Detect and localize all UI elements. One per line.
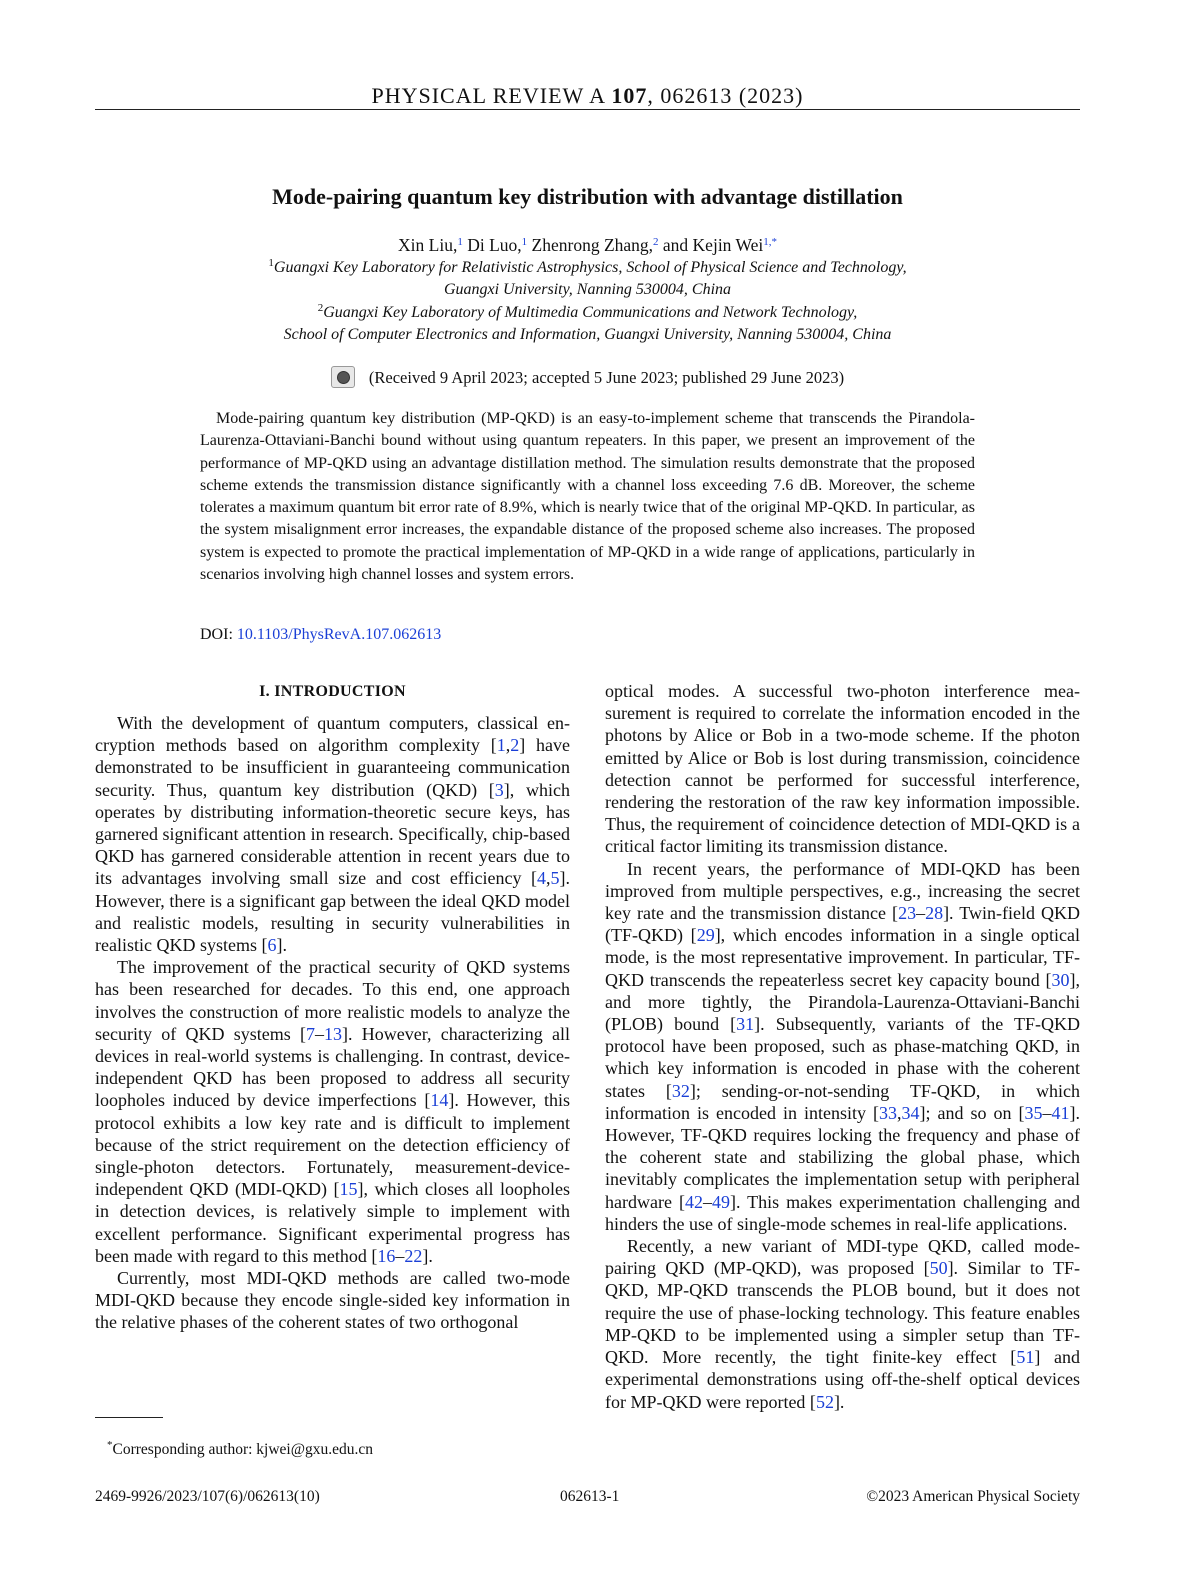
body-text: ] have demonstrated to be insufficient in guaranteeing communication security. Thus, quantum key distribution (QKD) [ xyxy=(95,735,570,800)
footer-page-number: 062613-1 xyxy=(560,1488,620,1505)
right-column-body xyxy=(605,680,1080,1413)
body-text: ], which operates by distributing information-theoretic secure keys, has garnered significant attention in research. Specifically, chip-based QKD has garnered considerable attention in recent years due to its advantages involving small size and cost efficiency [ xyxy=(95,779,571,889)
affiliation-line: Guangxi Key Laboratory of Multimedia Communications and Network Technology, xyxy=(323,304,858,321)
body-text: ] and experimental demonstrations using off-the-shelf optical devices for MP-QKD were reported [ xyxy=(605,1347,1081,1412)
body-text: ]; sending-or-not-sending TF-QKD, in which information is encoded in intensity [ xyxy=(605,1080,1081,1123)
body-text: ]; and so on [ xyxy=(919,1102,1025,1123)
body-text: Recently, a new variant of MDI-type QKD, called mode-pairing QKD (MP-QKD), was proposed [ xyxy=(605,1236,1080,1279)
left-column-body xyxy=(95,712,570,1334)
body-text: – xyxy=(395,1245,405,1266)
body-text: ]. xyxy=(833,1391,845,1412)
body-text: ]. Similar to TF-QKD, MP-QKD transcends the PLOB bound, but it does not require the use of phase-locking technology. This feature enables MP-QKD to be implemented using a simpler setup than TF-QKD. More recently, the tight finite-key effect [ xyxy=(605,1258,1080,1368)
citation-link[interactable]: 4 xyxy=(537,868,546,889)
body-text: ]. Subsequently, variants of the TF-QKD protocol have been proposed, such as phase-matching QKD, in which key information is encoded in phase with the coherent states [ xyxy=(605,1014,1080,1101)
author-name: Zhenrong Zhang, xyxy=(531,235,654,255)
author-list xyxy=(95,234,1080,256)
running-header xyxy=(95,82,1080,110)
affiliation-marker[interactable]: 1 xyxy=(457,236,463,248)
journal-volume: 107 xyxy=(611,83,648,108)
citation-link[interactable]: 3 xyxy=(494,779,504,800)
body-text: ]. Twin-field QKD (TF-QKD) [ xyxy=(605,903,1080,946)
body-paragraph xyxy=(605,680,1080,858)
citation-link[interactable]: 15 xyxy=(339,1179,358,1200)
affiliation-1-cont xyxy=(95,279,1080,301)
paper-title: Mode-pairing quantum key distribution with advantage distillation xyxy=(272,184,903,209)
citation-link[interactable]: 2 xyxy=(510,735,520,756)
footnote-rule xyxy=(95,1417,163,1418)
body-paragraph xyxy=(95,956,570,1267)
footer-copyright: ©2023 American Physical Society xyxy=(866,1488,1080,1505)
article-number-year: , 062613 (2023) xyxy=(647,83,804,108)
left-column xyxy=(95,680,570,1334)
body-text: – xyxy=(1042,1102,1052,1123)
section-heading: I. INTRODUCTION xyxy=(259,683,406,700)
author-name: Di Luo, xyxy=(467,235,522,255)
body-text: ]. xyxy=(422,1245,433,1266)
affiliation-1 xyxy=(95,257,1080,279)
citation-link[interactable]: 22 xyxy=(404,1245,423,1266)
citation-link[interactable]: 5 xyxy=(550,868,560,889)
body-text: Currently, most MDI-QKD methods are called two-mode MDI-QKD because they encode single-sided key information in the relative phases of the coherent states of two orthogonal xyxy=(95,1268,570,1333)
body-paragraph xyxy=(95,1267,570,1334)
body-text: ]. However, TF-QKD requires locking the frequency and phase of the coherent state and stabilizing the global phase, which inevitably complicates the implementation setup with peripheral hardware [ xyxy=(605,1102,1080,1212)
body-text: – xyxy=(916,903,926,924)
citation-link[interactable]: 23 xyxy=(898,903,917,924)
citation-link[interactable]: 34 xyxy=(901,1102,920,1123)
citation-link[interactable]: 13 xyxy=(324,1023,343,1044)
body-paragraph xyxy=(605,1235,1080,1413)
citation-link[interactable]: 1 xyxy=(496,735,506,756)
body-text: – xyxy=(315,1023,325,1044)
body-text: ]. However, characterizing all devices in real-world systems is challenging. In contrast, device-independent QKD has been proposed to address all security loopholes induced by device imperfections [ xyxy=(95,1023,570,1111)
body-text: – xyxy=(702,1191,712,1212)
citation-link[interactable]: 14 xyxy=(430,1090,449,1111)
received-dates xyxy=(95,367,1080,390)
abstract-text: Mode-pairing quantum key distribution (MP-QKD) is an easy-to-implement scheme that transcends the Pirandola-Laurenza-Ottaviani-Banchi bound without using quantum repeaters. In this paper, we present an improvement of the performance of MP-QKD using an advantage distillation method. The simulation results demonstrate that the proposed scheme extends the transmission distance significantly with a channel loss exceeding 7.6 dB. Moreover, the scheme tolerates a maximum quantum bit error rate of 8.9%, which is nearly twice that of the original MP-QKD. In particular, as the system misalignment error increases, the expandable distance of the proposed scheme also increases. The proposed system is expected to promote the practical implementation of MP-QKD in a wide range of applications, particularly in scenarios involving high channel losses and system errors. xyxy=(200,410,975,584)
author-name: and Kejin Wei xyxy=(662,235,764,255)
footer-issn: 2469-9926/2023/107(6)/062613(10) xyxy=(95,1488,320,1505)
body-text: ]. However, this protocol exhibits a low key rate and is difficult to implement because of the strict requirement on the detection efficiency of single-photon detectors. Fortunately, measurement-device-independent QKD (MDI-QKD) [ xyxy=(95,1090,570,1200)
citation-link[interactable]: 30 xyxy=(1051,969,1070,990)
affiliation-line: School of Computer Electronics and Information, Guangxi University, Nanning 530004, China xyxy=(283,326,892,343)
doi-label: DOI: xyxy=(200,626,233,643)
journal-name: PHYSICAL REVIEW A xyxy=(371,83,605,108)
body-text: , xyxy=(505,735,511,756)
body-paragraph xyxy=(95,712,570,956)
affiliation-number: 1 xyxy=(268,257,274,269)
citation-link[interactable]: 31 xyxy=(736,1014,755,1035)
citation-link[interactable]: 32 xyxy=(671,1080,690,1101)
received-text: (Received 9 April 2023; accepted 5 June 2023; published 29 June 2023) xyxy=(368,368,845,387)
body-text: ], and more tightly, the Pirandola-Laurenza-Ottaviani-Banchi (PLOB) bound [ xyxy=(605,969,1080,1035)
body-text: ]. xyxy=(276,935,287,956)
doi-line xyxy=(200,624,441,646)
body-text: optical modes. A successful two-photon interference measurement is required to correlate the information encoded in the photons by Alice or Bob in a two-mode scheme. If the photon emitted by Alice or Bob is lost during transmission, coincidence detection cannot be performed for successful interference, rendering the restoration of the raw key information impossible. Thus, the requirement of coincidence detection of MDI-QKD is a critical factor limiting its transmission distance. xyxy=(605,681,1080,857)
affiliation-marker[interactable]: 1,* xyxy=(763,236,777,248)
body-text: ], which closes all loopholes in detection devices, is relatively simple to implement with excellent performance. Significant experimental progress has been made with regard to this method [ xyxy=(95,1179,570,1266)
affiliation-line: Guangxi Key Laboratory for Relativistic Astrophysics, School of Physical Science and Technology, xyxy=(273,259,907,276)
doi-link[interactable]: 10.1103/PhysRevA.107.062613 xyxy=(236,626,442,643)
body-paragraph xyxy=(605,858,1080,1235)
body-text: ], which encodes information in a single optical mode, is the most representative improvement. In particular, TF-QKD transcends the repeaterless secret key capacity bound [ xyxy=(605,925,1081,990)
crossmark-icon[interactable] xyxy=(331,366,355,388)
affiliation-2-cont xyxy=(95,324,1080,346)
citation-link[interactable]: 49 xyxy=(711,1191,730,1212)
citation-link[interactable]: 33 xyxy=(878,1102,897,1123)
body-text: , xyxy=(546,868,551,889)
citation-link[interactable]: 16 xyxy=(377,1245,396,1266)
citation-link[interactable]: 35 xyxy=(1024,1102,1043,1123)
body-text: , xyxy=(896,1102,902,1123)
affiliation-line: Guangxi University, Nanning 530004, China xyxy=(443,281,732,298)
affiliation-2 xyxy=(95,302,1080,324)
right-column xyxy=(605,680,1080,1413)
body-text: The improvement of the practical security of QKD systems has been researched for decades. To this end, one approach involves the construction of more realistic models to analyze the security of QKD systems [ xyxy=(95,957,570,1044)
body-text: ]. However, there is a significant gap between the ideal QKD model and realistic models, resulting in security vulnerabilities in realistic QKD systems [ xyxy=(95,868,570,956)
abstract xyxy=(200,408,975,586)
body-text: ]. This makes experimentation challenging and hinders the use of single-mode schemes in real-life applications. xyxy=(605,1191,1080,1234)
footnote-text: Corresponding author: kjwei@gxu.edu.cn xyxy=(112,1441,374,1458)
header-rule xyxy=(95,109,1080,110)
author-name: Xin Liu, xyxy=(398,235,458,255)
citation-link[interactable]: 51 xyxy=(1016,1347,1035,1368)
citation-link[interactable]: 50 xyxy=(929,1258,948,1279)
affiliation-marker[interactable]: 1 xyxy=(521,236,528,248)
affiliation-number: 2 xyxy=(317,302,324,314)
citation-link[interactable]: 42 xyxy=(684,1191,703,1212)
affiliation-marker[interactable]: 2 xyxy=(653,236,659,248)
citation-link[interactable]: 6 xyxy=(267,935,277,956)
body-text: With the development of quantum computers, classical encryption methods based on algorithm complexity [ xyxy=(95,713,570,756)
citation-link[interactable]: 52 xyxy=(815,1391,834,1412)
citation-link[interactable]: 41 xyxy=(1051,1102,1070,1123)
citation-link[interactable]: 28 xyxy=(925,903,944,924)
footnote-mark: * xyxy=(107,1439,113,1451)
body-text: In recent years, the performance of MDI-QKD has been improved from multiple perspectives, e.g., increasing the secret key rate and the transmission distance [ xyxy=(605,858,1080,924)
citation-link[interactable]: 7 xyxy=(306,1023,316,1044)
footnote xyxy=(107,1439,373,1461)
citation-link[interactable]: 29 xyxy=(696,925,715,946)
